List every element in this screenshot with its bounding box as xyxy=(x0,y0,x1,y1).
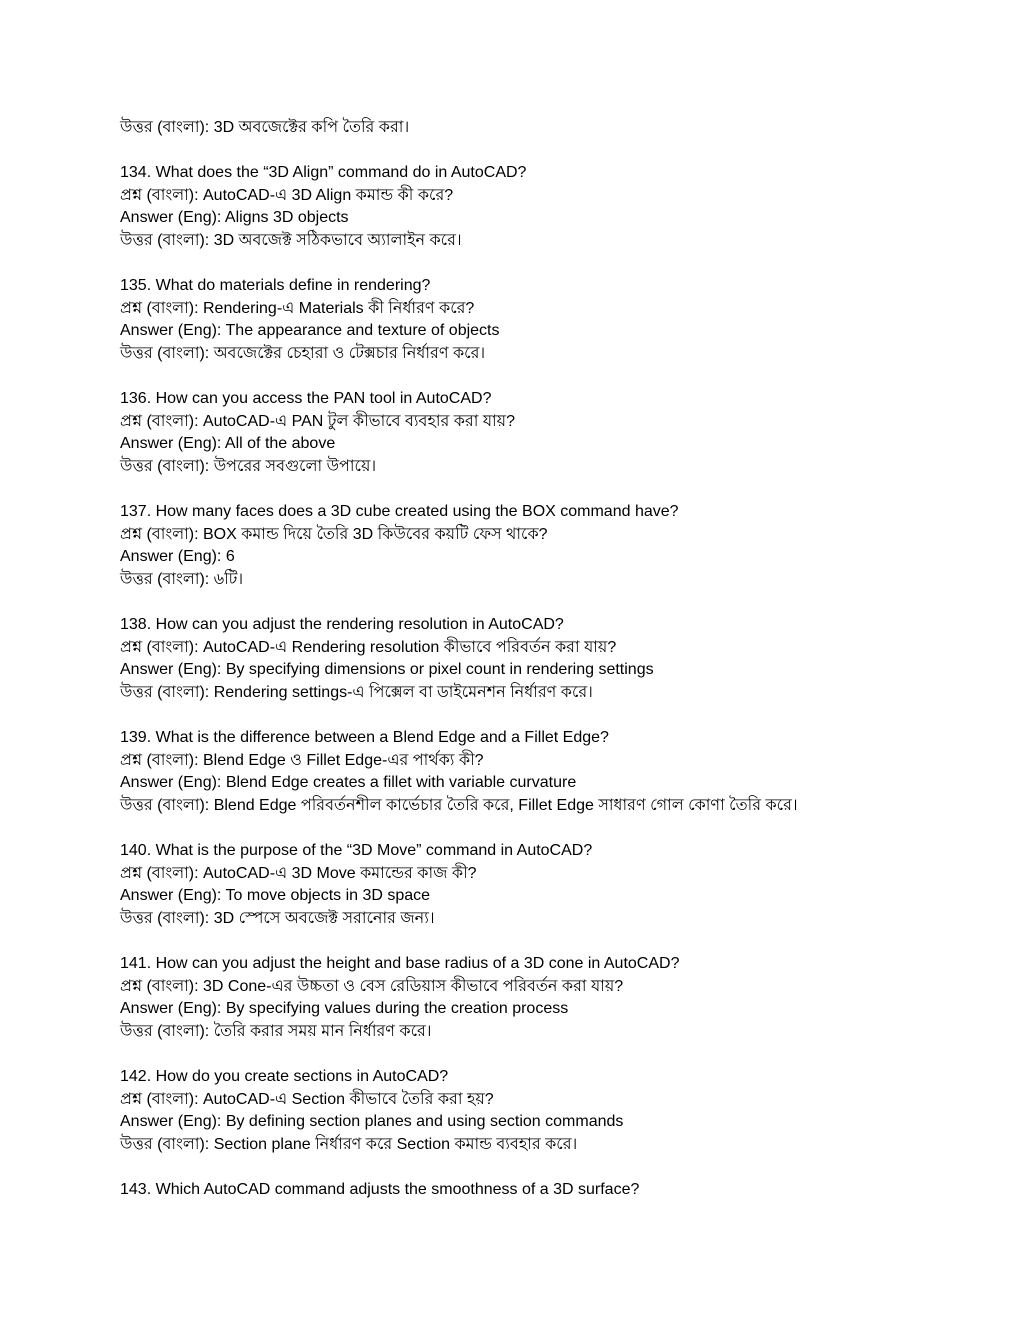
answer-en-line: Answer (Eng): To move objects in 3D space xyxy=(120,887,431,905)
qa-block-140 xyxy=(120,840,984,930)
answer-bn-line: উত্তর (বাংলা): অবজেক্টের চেহারা ও টেক্সচার নির্ধারণ করে। xyxy=(120,344,486,362)
qa-block-133-partial xyxy=(120,117,984,140)
qa-block-142 xyxy=(120,1066,984,1156)
qa-block-136 xyxy=(120,388,984,478)
question-en-line: 143. Which AutoCAD command adjusts the smoothness of a 3D surface? xyxy=(120,1180,640,1198)
question-bn-line: প্রশ্ন (বাংলা): 3D Cone-এর উচ্চতা ও বেস রেডিয়াস কীভাবে পরিবর্তন করা যায়? xyxy=(120,977,624,995)
answer-bn-line: উত্তর (বাংলা): Blend Edge পরিবর্তনশীল কার্ভেচার তৈরি করে, Fillet Edge সাধারণ গোল কোণা তৈরি করে। xyxy=(120,796,798,814)
question-en-line: 135. What do materials define in rendering? xyxy=(120,277,431,295)
question-bn-line: প্রশ্ন (বাংলা): AutoCAD-এ 3D Align কমান্ড কী করে? xyxy=(120,186,454,204)
question-bn-line: প্রশ্ন (বাংলা): BOX কমান্ড দিয়ে তৈরি 3D কিউবের কয়টি ফেস থাকে? xyxy=(120,525,548,543)
answer-bn-line: উত্তর (বাংলা): Section plane নির্ধারণ করে Section কমান্ড ব্যবহার করে। xyxy=(120,1135,578,1153)
question-en-line: 136. How can you access the PAN tool in AutoCAD? xyxy=(120,390,492,408)
qa-block-138 xyxy=(120,614,984,704)
answer-en-line: Answer (Eng): By defining section planes and using section commands xyxy=(120,1113,624,1131)
question-bn-line: প্রশ্ন (বাংলা): AutoCAD-এ Section কীভাবে তৈরি করা হয়? xyxy=(120,1090,494,1108)
question-en-line: 134. What does the “3D Align” command do in AutoCAD? xyxy=(120,164,527,182)
answer-bn-line: উত্তর (বাংলা): 3D অবজেক্ট সঠিকভাবে অ্যালাইন করে। xyxy=(120,231,462,249)
answer-en-line: Answer (Eng): 6 xyxy=(120,548,235,566)
answer-bn-line: উত্তর (বাংলা): ৬টি। xyxy=(120,570,244,588)
answer-en-line: Answer (Eng): Aligns 3D objects xyxy=(120,209,349,227)
qa-block-143-partial xyxy=(120,1179,984,1202)
question-en-line: 141. How can you adjust the height and base radius of a 3D cone in AutoCAD? xyxy=(120,954,680,972)
answer-bn-line: উত্তর (বাংলা): উপরের সবগুলো উপায়ে। xyxy=(120,457,377,475)
question-bn-line: প্রশ্ন (বাংলা): AutoCAD-এ PAN টুল কীভাবে ব্যবহার করা যায়? xyxy=(120,412,515,430)
question-bn-line: প্রশ্ন (বাংলা): AutoCAD-এ 3D Move কমান্ডের কাজ কী? xyxy=(120,864,477,882)
question-bn-line: প্রশ্ন (বাংলা): Blend Edge ও Fillet Edge-এর পার্থক্য কী? xyxy=(120,751,484,769)
answer-en-line: Answer (Eng): The appearance and texture of objects xyxy=(120,322,500,340)
qa-block-139 xyxy=(120,727,984,817)
answer-bn-line: উত্তর (বাংলা): 3D অবজেক্টের কপি তৈরি করা। xyxy=(120,119,410,136)
qa-block-137 xyxy=(120,501,984,591)
question-en-line: 137. How many faces does a 3D cube created using the BOX command have? xyxy=(120,503,679,521)
question-en-line: 140. What is the purpose of the “3D Move” command in AutoCAD? xyxy=(120,842,593,859)
qa-block-134 xyxy=(120,162,984,252)
answer-bn-line: উত্তর (বাংলা): 3D স্পেসে অবজেক্ট সরানোর জন্য। xyxy=(120,909,435,927)
answer-en-line: Answer (Eng): All of the above xyxy=(120,435,336,453)
answer-en-line: Answer (Eng): By specifying values during the creation process xyxy=(120,1000,569,1018)
question-en-line: 139. What is the difference between a Blend Edge and a Fillet Edge? xyxy=(120,729,609,747)
question-bn-line: প্রশ্ন (বাংলা): Rendering-এ Materials কী নির্ধারণ করে? xyxy=(120,299,475,317)
question-en-line: 142. How do you create sections in AutoCAD? xyxy=(120,1067,449,1085)
answer-bn-line: উত্তর (বাংলা): Rendering settings-এ পিক্সেল বা ডাইমেনশন নির্ধারণ করে। xyxy=(120,683,593,701)
qa-block-141 xyxy=(120,953,984,1043)
question-en-line: 138. How can you adjust the rendering resolution in AutoCAD? xyxy=(120,616,564,634)
qa-block-135 xyxy=(120,275,984,365)
answer-en-line: Answer (Eng): By specifying dimensions or pixel count in rendering settings xyxy=(120,661,654,679)
question-bn-line: প্রশ্ন (বাংলা): AutoCAD-এ Rendering resolution কীভাবে পরিবর্তন করা যায়? xyxy=(120,638,617,656)
answer-bn-line: উত্তর (বাংলা): তৈরি করার সময় মান নির্ধারণ করে। xyxy=(120,1022,432,1040)
answer-en-line: Answer (Eng): Blend Edge creates a fillet with variable curvature xyxy=(120,774,577,792)
